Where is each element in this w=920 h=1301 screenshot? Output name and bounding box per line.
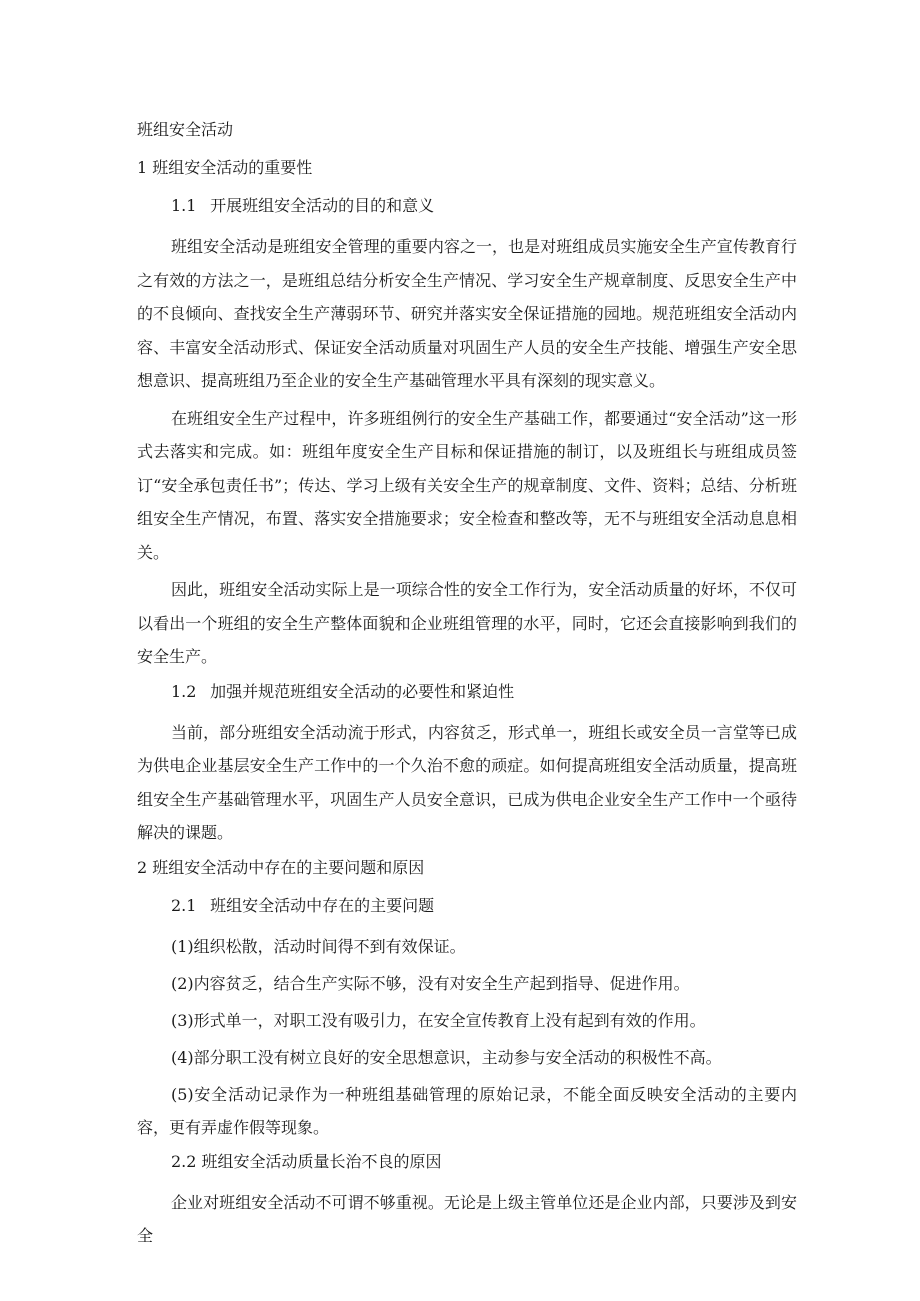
section-heading-text: 班组安全活动中存在的主要问题 xyxy=(210,895,435,915)
section-number: 1.2 xyxy=(171,681,197,701)
paragraph: 在班组安全生产过程中，许多班组例行的安全生产基础工作，都要通过“安全活动”这一形式去落实和完成。如：班组年度安全生产目标和保证措施的制订，以及班组长与班组成员签订“安全承包责任书”；传达、学习上级有关安全生产的规章制度、文件、资料；总结、分析班组安全生产情况，布置、落实安全措施要求；安全检查和整改等，无不与班组安全活动息息相关。 xyxy=(137,408,797,562)
section-number: 1.1 xyxy=(171,196,197,215)
list-item: (5)安全活动记录作为一种班组基础管理的原始记录，不能全面反映安全活动的主要内容，更有弄虚作假等现象。 xyxy=(137,1084,797,1137)
list-item: (4)部分职工没有树立良好的安全思想意识，主动参与安全活动的积极性不高。 xyxy=(171,1047,722,1067)
paragraph: 企业对班组安全活动不可谓不够重视。无论是上级主管单位还是企业内部，只要涉及到安全 xyxy=(137,1192,797,1245)
section-1-2-heading xyxy=(137,678,797,706)
list-item: (1)组织松散，活动时间得不到有效保证。 xyxy=(171,936,466,956)
section-heading-text: 开展班组安全活动的目的和意义 xyxy=(210,196,435,215)
list-item: (3)形式单一，对职工没有吸引力，在安全宣传教育上没有起到有效的作用。 xyxy=(171,1010,706,1030)
document-body xyxy=(137,116,797,1257)
document-title: 班组安全活动 xyxy=(137,120,234,139)
paragraph: 因此，班组安全活动实际上是一项综合性的安全工作行为，安全活动质量的好坏，不仅可以看出一个班组的安全生产整体面貌和企业班组管理的水平，同时，它还会直接影响到我们的安全生产。 xyxy=(137,580,797,666)
paragraph: 班组安全活动是班组安全管理的重要内容之一，也是对班组成员实施安全生产宣传教育行之有效的方法之一，是班组总结分析安全生产情况、学习安全生产规章制度、反思安全生产中的不良倾向、查找安全生产薄弱环节、研究并落实安全保证措施的园地。规范班组安全活动内容、丰富安全活动形式、保证安全活动质量对巩固生产人员的安全生产技能、增强生产安全思想意识、提高班组乃至企业的安全生产基础管理水平具有深刻的现实意义。 xyxy=(137,237,797,390)
section-1-1-heading xyxy=(137,192,797,220)
section-number: 2.1 xyxy=(171,895,197,915)
section-2-2-heading: 2.2 班组安全活动质量长治不良的原因 xyxy=(171,1151,442,1171)
paragraph: 当前，部分班组安全活动流于形式，内容贫乏，形式单一，班组长或安全员一言堂等已成为供电企业基层安全生产工作中的一个久治不愈的顽症。如何提高班组安全活动质量，提高班组安全生产基础管理水平，巩固生产人员安全意识，已成为供电企业安全生产工作中一个亟待解决的课题。 xyxy=(137,722,797,842)
list-item: (2)内容贫乏，结合生产实际不够，没有对安全生产起到指导、促进作用。 xyxy=(171,973,690,993)
section-2-1-heading xyxy=(137,892,797,920)
section-heading-text: 加强并规范班组安全活动的必要性和紧迫性 xyxy=(210,681,515,701)
section-2-heading: 2 班组安全活动中存在的主要问题和原因 xyxy=(137,857,425,877)
section-1-heading: 1 班组安全活动的重要性 xyxy=(137,158,313,177)
